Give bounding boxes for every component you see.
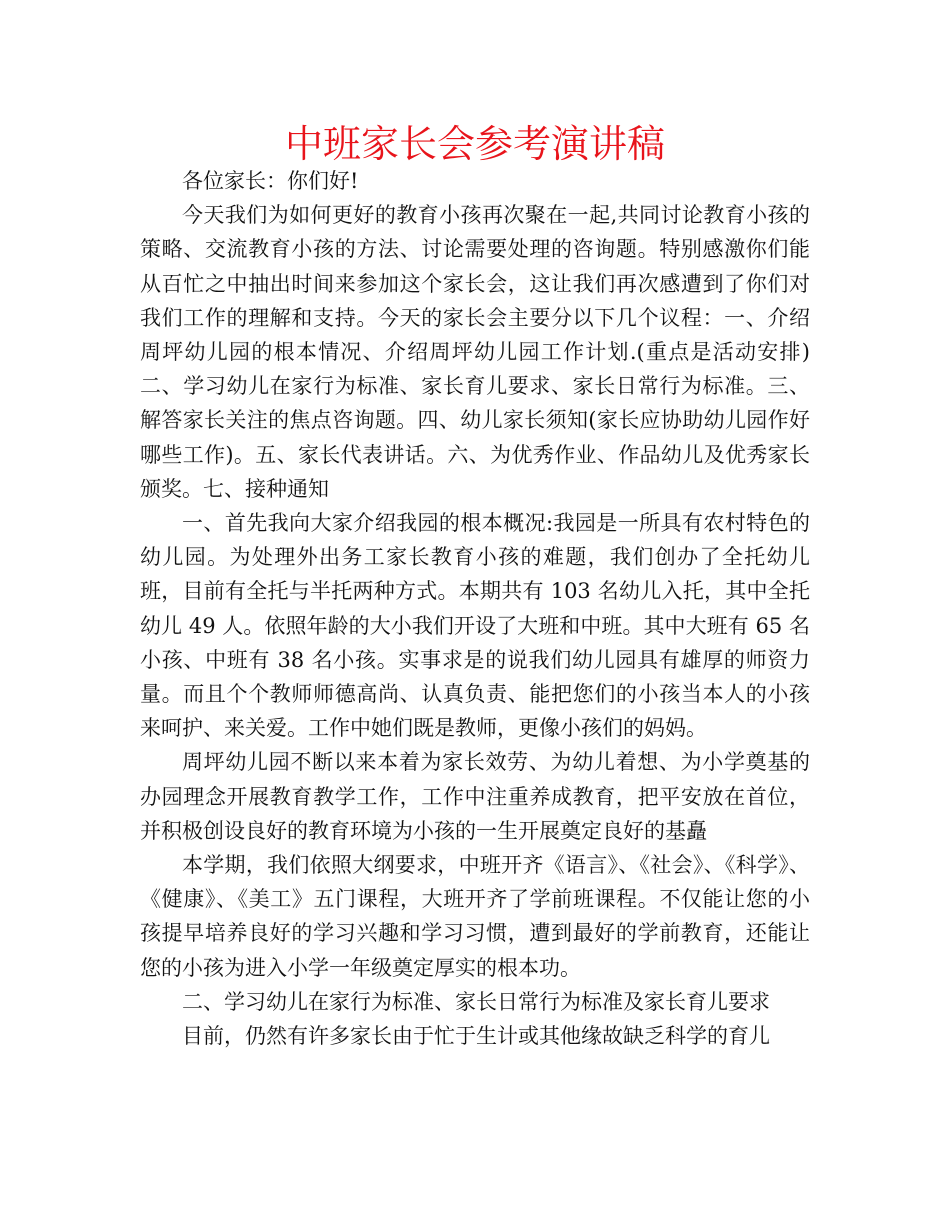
paragraph-kindergarten-overview: 一、首先我向大家介绍我园的根本概况:我园是一所具有农村特色的幼儿园。为处理外出务工家长教育小孩的难题，我们创办了全托幼儿班，目前有全托与半托两种方式。本期共有 103 名幼儿入托，其中全托幼儿 49 人。依照年龄的大小我们开设了大班和中班。其中大班有 65 名小孩、中班有 38 名小孩。实事求是的说我们幼儿园具有雄厚的师资力量。而且个个教师师德高尚、认真负责、能把您们的小孩当本人的小孩来呵护、来关爱。工作中她们既是教师，更像小孩们的妈妈。 bbox=[140, 511, 810, 741]
document-title: 中班家长会参考演讲稿 bbox=[284, 122, 665, 166]
paragraph-philosophy: 周坪幼儿园不断以来本着为家长效劳、为幼儿着想、为小学奠基的办园理念开展教育教学工作，工作中注重养成教育，把平安放在首位，并积极创设良好的教育环境为小孩的一生开展奠定良好的基矗 bbox=[140, 750, 810, 843]
document-body bbox=[140, 164, 810, 1053]
paragraph-section-two-body: 目前，仍然有许多家长由于忙于生计或其他缘故缺乏科学的育儿 bbox=[182, 1024, 770, 1049]
paragraph-greeting: 各位家长：你们好! bbox=[182, 169, 359, 193]
paragraph-section-two-heading: 二、学习幼儿在家行为标准、家长日常行为标准及家长育儿要求 bbox=[182, 989, 770, 1014]
paragraph-introduction: 今天我们为如何更好的教育小孩再次聚在一起,共同讨论教育小孩的策略、交流教育小孩的方法、讨论需要处理的咨询题。特别感激你们能从百忙之中抽出时间来参加这个家长会，这让我们再次感遭到了你们对我们工作的理解和支持。今天的家长会主要分以下几个议程：一、介绍周坪幼儿园的根本情况、介绍周坪幼儿园工作计划.(重点是活动安排)二、学习幼儿在家行为标准、家长育儿要求、家长日常行为标准。三、解答家长关注的焦点咨询题。四、幼儿家长须知(家长应协助幼儿园作好哪些工作)。五、家长代表讲话。六、为优秀作业、作品幼儿及优秀家长颁奖。七、接种通知 bbox=[140, 203, 810, 501]
paragraph-curriculum: 本学期，我们依照大纲要求，中班开齐《语言》、《社会》、《科学》、《健康》、《美工》五门课程，大班开齐了学前班课程。不仅能让您的小孩提早培养良好的学习兴趣和学习习惯，遭到最好的学前教育，还能让您的小孩为进入小学一年级奠定厚实的根本功。 bbox=[140, 853, 810, 980]
